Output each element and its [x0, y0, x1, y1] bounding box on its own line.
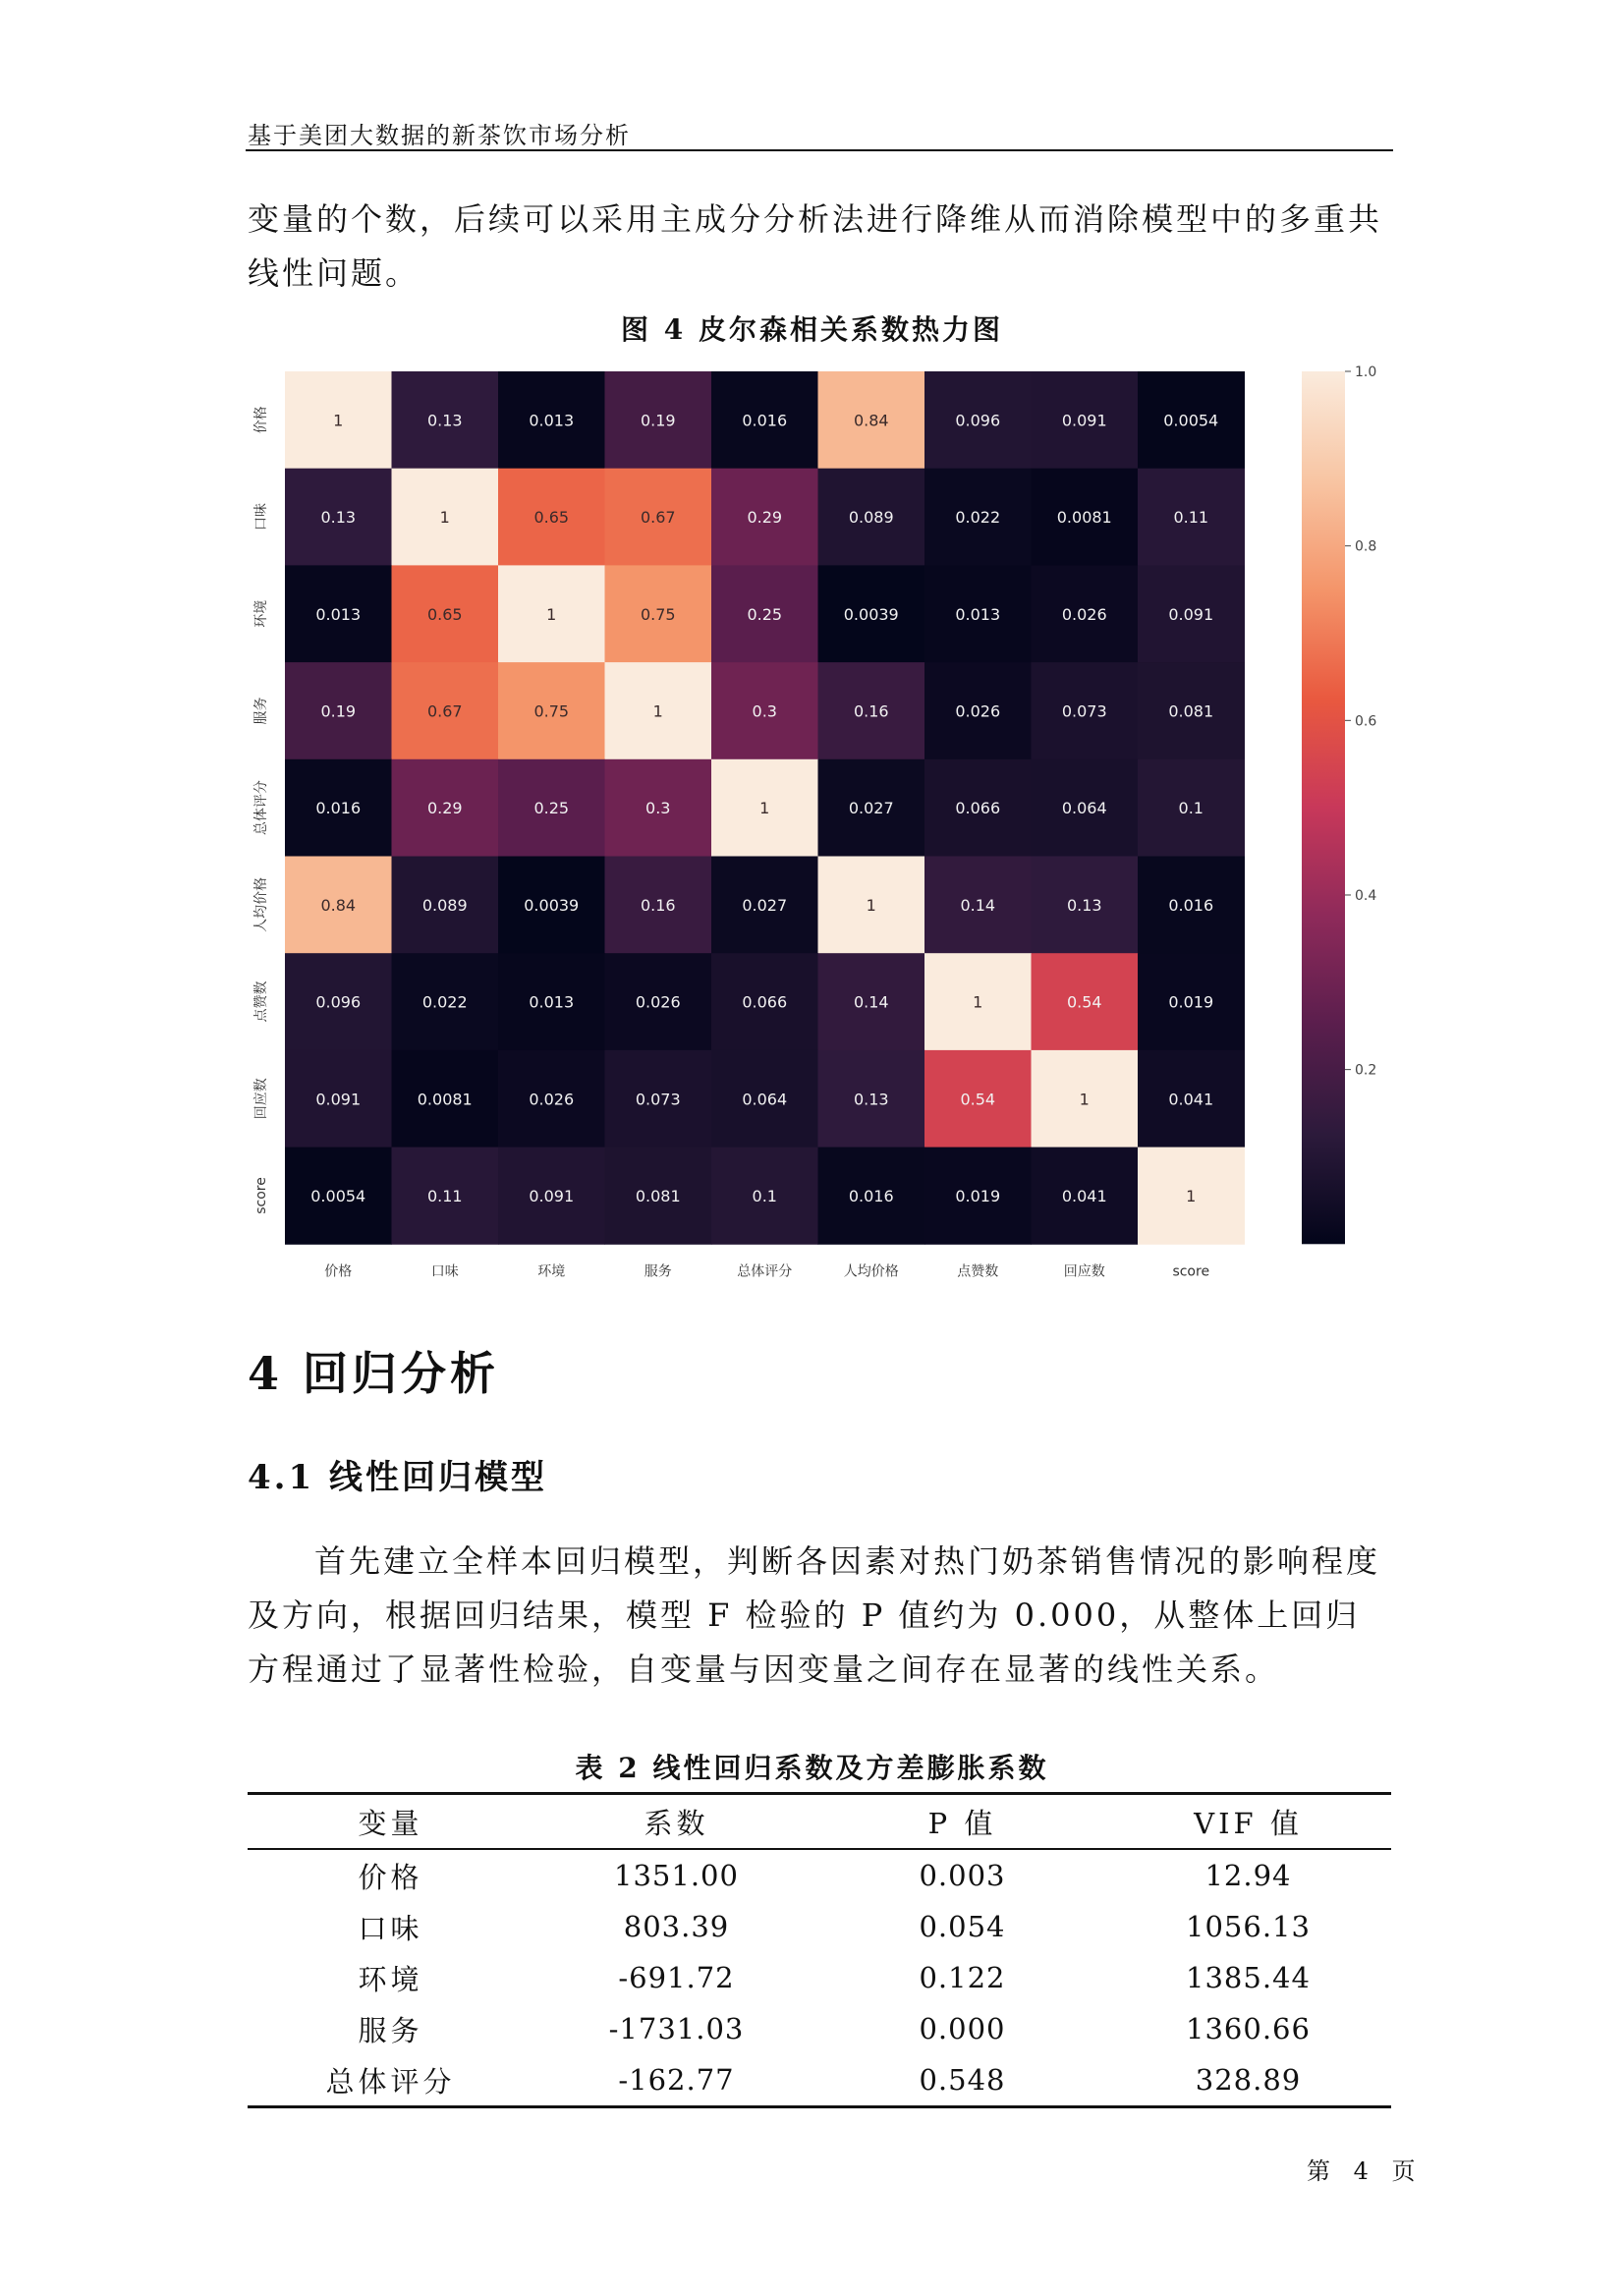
heatmap-row-label: 环境 — [253, 599, 269, 628]
heatmap-cell-label: 0.073 — [1061, 701, 1107, 721]
heatmap-cell-label: 0.54 — [1066, 992, 1102, 1012]
heatmap-cell-label: 1 — [439, 508, 450, 528]
variable-cell: 口味 — [358, 1911, 423, 1945]
heatmap-cell-label: 0.096 — [315, 992, 362, 1012]
header-variable: 变量 — [248, 1794, 533, 1850]
heatmap-cell-label: 0.16 — [853, 701, 889, 721]
heatmap-cell-label: 1 — [333, 411, 344, 430]
heatmap-cell-label: 0.016 — [315, 799, 362, 818]
heatmap-cell-label: 0.064 — [1061, 799, 1107, 818]
header-vif: VIF 值 — [1105, 1794, 1391, 1850]
variable-cell: 总体评分 — [248, 2054, 533, 2107]
heatmap-cell-label: 0.096 — [955, 411, 1001, 430]
heatmap-cell-label: 0.0081 — [417, 1090, 473, 1109]
header-p-value: P 值 — [819, 1794, 1105, 1850]
heatmap-cell-label: 0.091 — [529, 1186, 575, 1205]
heatmap-cell-label: 0.091 — [315, 1090, 362, 1109]
table-caption: 表 2 线性回归系数及方差膨胀系数 — [575, 1752, 1049, 1784]
heatmap-cell-label: 0.14 — [853, 992, 889, 1012]
correlation-heatmap — [246, 354, 1405, 1297]
heatmap-cell-label: 0.064 — [742, 1090, 788, 1109]
heatmap-cell-label: 0.089 — [421, 895, 468, 915]
heatmap-col-label: 口味 — [430, 1263, 459, 1280]
variable-cell: 价格 — [358, 1860, 423, 1894]
colorbar-tick-label: 0.4 — [1355, 887, 1377, 904]
table-row — [248, 1849, 1391, 1901]
heatmap-cell-label: 0.081 — [635, 1186, 681, 1205]
colorbar-gradient — [1302, 371, 1345, 1244]
heatmap-row-label: 口味 — [253, 503, 269, 532]
heatmap-cell-label: 0.013 — [529, 992, 575, 1012]
heatmap-cell-label: 0.75 — [533, 701, 570, 721]
intro-paragraph: 变量的个数，后续可以采用主成分分析法进行降维从而消除模型中的多重共线性问题。 — [248, 200, 1383, 292]
p-value-cell: 0.122 — [919, 1961, 1006, 1994]
p-value-cell: 0.054 — [919, 1910, 1006, 1943]
heatmap-cell-label: 0.19 — [320, 701, 357, 721]
heatmap-cell-label: 0.0039 — [843, 604, 899, 624]
header-coefficient: 系数 — [533, 1794, 819, 1850]
heatmap-cell-label: 0.019 — [955, 1186, 1001, 1205]
heatmap-cell-label: 0.022 — [421, 992, 468, 1012]
heatmap-cell-label: 0.54 — [960, 1090, 996, 1109]
heatmap-cell-label: 0.013 — [529, 411, 575, 430]
heatmap-cell-label: 0.25 — [533, 799, 570, 818]
heatmap-cell-label: 0.016 — [1168, 895, 1214, 915]
heatmap-cell-label: 1 — [866, 895, 876, 915]
colorbar — [1302, 364, 1376, 1244]
coefficient-cell: -162.77 — [533, 2054, 819, 2107]
heatmap-cell-label: 0.29 — [426, 799, 463, 818]
header-rule — [246, 149, 1393, 151]
heatmap-col-labels — [324, 1262, 1209, 1279]
heatmap-cell-label: 1 — [652, 701, 663, 721]
heatmap-cell-label: 0.026 — [1061, 604, 1107, 624]
heatmap-cell-label: 0.041 — [1168, 1090, 1214, 1109]
table-header-row — [248, 1794, 1391, 1850]
heatmap-cell-label: 0.019 — [1168, 992, 1214, 1012]
heatmap-row-label: 回应数 — [253, 1078, 269, 1120]
heatmap-cell-label: 0.027 — [848, 799, 894, 818]
heatmap-cell-label: 1 — [759, 799, 770, 818]
heatmap-cell-label: 0.29 — [747, 508, 783, 528]
vif-cell: 1360.66 — [1186, 2012, 1311, 2045]
heatmap-cell-label: 0.75 — [640, 604, 676, 624]
heatmap-cell-label: 1 — [973, 992, 983, 1012]
heatmap-cell-label: 0.091 — [1061, 411, 1107, 430]
colorbar-tick-label: 0.2 — [1355, 1062, 1377, 1079]
table-row — [248, 2003, 1391, 2054]
heatmap-cell-label: 0.14 — [960, 895, 996, 915]
heatmap-row-label: score — [253, 1177, 269, 1214]
heatmap-cell-label: 0.84 — [320, 895, 357, 915]
heatmap-cell-label: 0.0054 — [1163, 411, 1219, 430]
heatmap-cell-label: 0.013 — [955, 604, 1001, 624]
heatmap-col-label: score — [1172, 1263, 1210, 1280]
heatmap-col-label: 服务 — [644, 1263, 672, 1280]
heatmap-cell-label: 0.016 — [742, 411, 788, 430]
heatmap-row-label: 服务 — [253, 697, 269, 725]
heatmap-row-label: 总体评分 — [253, 780, 269, 836]
p-value-cell: 0.003 — [919, 1859, 1006, 1892]
heatmap-cell-label: 0.026 — [635, 992, 681, 1012]
figure-caption: 图 4 皮尔森相关系数热力图 — [621, 313, 1003, 346]
heatmap-col-label: 回应数 — [1063, 1263, 1105, 1280]
heatmap-cell-label: 0.041 — [1061, 1186, 1107, 1205]
heatmap-cell-label: 0.11 — [1173, 508, 1209, 528]
heatmap-cell-label: 0.0081 — [1056, 508, 1112, 528]
heatmap-col-label: 环境 — [537, 1263, 566, 1280]
subsection-heading: 4.1 线性回归模型 — [248, 1458, 547, 1497]
heatmap-cell-label: 0.25 — [747, 604, 783, 624]
heatmap-cell-label: 0.013 — [315, 604, 362, 624]
heatmap-cell-label: 0.3 — [752, 701, 777, 721]
coefficient-cell: 803.39 — [623, 1910, 730, 1943]
heatmap-cell-label: 0.016 — [848, 1186, 894, 1205]
page-number: 第 4 页 — [1307, 2157, 1424, 2185]
heatmap-cell-label: 0.027 — [742, 895, 788, 915]
vif-cell: 12.94 — [1204, 1859, 1292, 1892]
heatmap-cell-label: 0.11 — [426, 1186, 463, 1205]
heatmap-cell-label: 0.066 — [955, 799, 1001, 818]
heatmap-row-label: 点赞数 — [253, 980, 269, 1023]
heatmap-cell-label: 1 — [546, 604, 557, 624]
running-header-title: 基于美团大数据的新茶饮市场分析 — [248, 122, 631, 149]
heatmap-cell-label: 0.0054 — [310, 1186, 366, 1205]
colorbar-tick-label: 0.8 — [1355, 538, 1377, 555]
heatmap-cell-label: 0.026 — [529, 1090, 575, 1109]
heatmap-cell-label: 0.022 — [955, 508, 1001, 528]
vif-cell: 328.89 — [1105, 2054, 1391, 2107]
colorbar-tick-label: 0.6 — [1355, 713, 1377, 730]
coefficient-table — [248, 1792, 1391, 2108]
heatmap-cell-label: 0.13 — [853, 1090, 889, 1109]
coefficient-cell: 1351.00 — [614, 1859, 739, 1892]
heatmap-cell-label: 0.16 — [640, 895, 676, 915]
heatmap-cell-label: 0.0039 — [524, 895, 580, 915]
heatmap-cell-label: 0.1 — [1178, 799, 1204, 818]
heatmap-row-label: 价格 — [253, 406, 269, 434]
coefficient-cell: -691.72 — [618, 1961, 735, 1994]
table-row — [248, 1901, 1391, 1952]
variable-cell: 环境 — [358, 1962, 423, 1996]
heatmap-cell-label: 0.1 — [752, 1186, 777, 1205]
heatmap-cell-label: 0.3 — [645, 799, 671, 818]
section-heading: 4 回归分析 — [248, 1347, 500, 1400]
regression-paragraph: 首先建立全样本回归模型，判断各因素对热门奶茶销售情况的影响程度及方向，根据回归结果，模型 F 检验的 P 值约为 0.000，从整体上回归方程通过了显著性检验，自变量与因变量之间存在显著的线性关系。 — [248, 1542, 1381, 1688]
heatmap-cell-label: 0.091 — [1168, 604, 1214, 624]
heatmap-cell-label: 0.65 — [533, 508, 570, 528]
variable-cell: 服务 — [358, 2013, 423, 2047]
heatmap-cell-label: 0.026 — [955, 701, 1001, 721]
heatmap-cell-label: 0.073 — [635, 1090, 681, 1109]
p-value-cell: 0.548 — [819, 2054, 1105, 2107]
heatmap-cell-label: 0.13 — [1066, 895, 1102, 915]
heatmap-col-label: 价格 — [324, 1263, 353, 1280]
heatmap-cell-label: 0.19 — [640, 411, 676, 430]
vif-cell: 1056.13 — [1186, 1910, 1311, 1943]
coefficient-cell: -1731.03 — [608, 2012, 745, 2045]
colorbar-tick-label: 1.0 — [1355, 364, 1377, 380]
heatmap-cell-label: 1 — [1079, 1090, 1090, 1109]
heatmap-row-labels — [252, 406, 269, 1213]
heatmap-cell-label: 0.67 — [640, 508, 676, 528]
heatmap-col-label: 总体评分 — [737, 1263, 793, 1280]
vif-cell: 1385.44 — [1186, 1961, 1311, 1994]
heatmap-cell-label: 1 — [1186, 1186, 1197, 1205]
heatmap-cell-label: 0.13 — [426, 411, 463, 430]
table-row — [248, 2054, 1391, 2107]
heatmap-cell-label: 0.13 — [320, 508, 357, 528]
heatmap-col-label: 点赞数 — [957, 1263, 999, 1280]
heatmap-col-label: 人均价格 — [843, 1263, 899, 1280]
heatmap-cell-label: 0.089 — [848, 508, 894, 528]
heatmap-cell-label: 0.65 — [426, 604, 463, 624]
heatmap-cell-label: 0.081 — [1168, 701, 1214, 721]
heatmap-cell-label: 0.84 — [853, 411, 889, 430]
heatmap-cell-label: 0.67 — [426, 701, 463, 721]
p-value-cell: 0.000 — [919, 2012, 1006, 2045]
table-row — [248, 1952, 1391, 2003]
heatmap-cell-label: 0.066 — [742, 992, 788, 1012]
heatmap-row-label: 人均价格 — [253, 876, 269, 932]
